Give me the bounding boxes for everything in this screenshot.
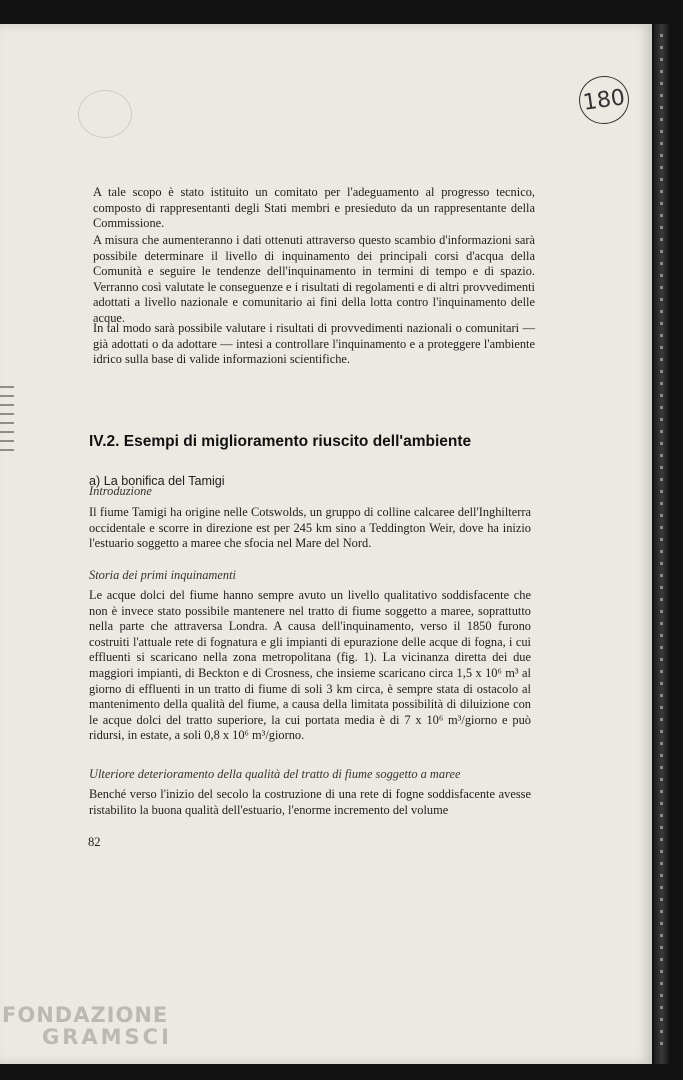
intro-heading: Introduzione bbox=[89, 484, 152, 498]
margin-marks bbox=[0, 386, 14, 456]
watermark-logo: FONDAZIONE GRAMSCI bbox=[2, 1003, 172, 1049]
document-page bbox=[0, 24, 652, 1064]
deterioration-paragraph: Benché verso l'inizio del secolo la costruzione di una rete di fogne soddisfacente avesse ristabilito la buona qualità dell'estuario, l'enorme incremento del volume bbox=[89, 787, 531, 817]
page-number: 82 bbox=[88, 835, 101, 849]
intro-paragraph: Il fiume Tamigi ha origine nelle Cotswolds, un gruppo di colline calcaree dell'Inghilterra occidentale e scorre in direzione est per 245 km sino a Teddington Weir, dove ha inizio l'estuario soggetto a maree che sfocia nel Mare del Nord. bbox=[89, 505, 531, 551]
binding-edge bbox=[654, 24, 670, 1064]
section-subtitle: a) La bonifica del Tamigi bbox=[89, 474, 225, 488]
paragraph-committee: A tale scopo è stato istituito un comitato per l'adeguamento al progresso tecnico, composto di rappresentanti degli Stati membri e presieduto da un rappresentante della Commissione. bbox=[93, 185, 535, 231]
section-title: Esempi di miglioramento riuscito dell'ambiente bbox=[123, 433, 472, 450]
paragraph-data-exchange: A misura che aumenteranno i dati ottenuti attraverso questo scambio d'informazioni sarà possibile determinare il livello di inquinamento dei principali corsi d'acqua della Comunità e seguire le tendenze dell'inquinamento in termini di tempo e di spazio. Verranno così valutate le conseguenze e i risultati di regolamenti e di altri provvedimenti adottati a livello nazionale e comunitario ai fini della lotta contro l'inquinamento delle acque. bbox=[93, 233, 535, 325]
faint-stamp bbox=[78, 90, 132, 138]
page-stamp: 180 bbox=[576, 73, 632, 127]
paragraph-evaluation: In tal modo sarà possibile valutare i risultati di provvedimenti nazionali o comunitari — già adottati o da adottare — intesi a controllare l'inquinamento e a proteggere l'ambiente idrico sulla base di valide informazioni scientifiche. bbox=[93, 321, 535, 367]
deterioration-heading: Ulteriore deterioramento della qualità del tratto di fiume soggetto a maree bbox=[89, 767, 461, 781]
history-heading: Storia dei primi inquinamenti bbox=[89, 568, 236, 582]
section-heading bbox=[89, 433, 471, 451]
history-paragraph: Le acque dolci del fiume hanno sempre avuto un livello qualitativo soddisfacente che non è invece stato possibile mantenere nel tratto di fiume soggetto a maree, soprattutto nella parte che attraversa Londra. A causa dell'inquinamento, verso il 1850 furono costruiti l'attuale rete di fognatura e gli impianti di epurazione delle acque di fogna, i cui effluenti si scaricano nella zona metropolitana (fig. 1). La vicinanza diretta dei due maggiori impianti, di Beckton e di Crosness, che insieme scaricano circa 1,5 x 10⁶ m³ al giorno di effluenti in un tratto di fiume di soli 3 km circa, è sempre stata di ostacolo al mantenimento della qualità del fiume, a causa della limitata possibilità di diluizione con le acque dolci del tratto superiore, la cui portata media è di 7 x 10⁶ m³/giorno e può ridursi, in estate, a soli 0,8 x 10⁶ m³/giorno. bbox=[89, 588, 531, 743]
section-number: IV.2. bbox=[89, 433, 120, 450]
